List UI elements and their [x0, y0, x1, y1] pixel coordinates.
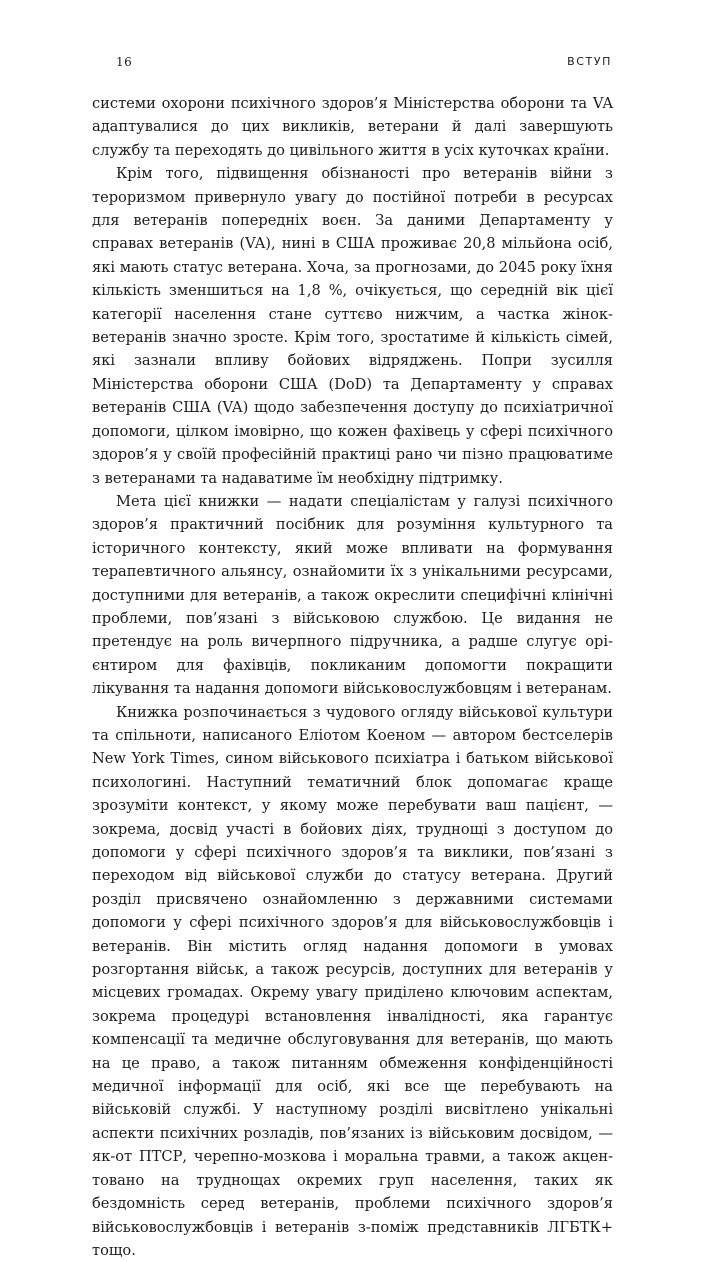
page-number: 16: [116, 55, 133, 69]
paragraph-book-overview: Книжка розпочинається з чудового огляду військової культури та спільноти, написаного Еліотом Коеном — автором бестселерів New York Times, сином військового психіатра і батьком військової психологині. Наступний тематичний блок допомагає краще зрозуміти контекст, у якому може перебувати ваш пацієнт, — зокрема, досвід участі в бойових діях, труднощі з доступом до допомоги у сфері психічного здоров’я та виклики, пов’язані з переходом від військової служби до статусу ветерана. Другий розділ присвячено ознайомленню з державними системами допомоги у сфері психічного здоров’я для військовослужбовців і ветеранів. Він містить огляд надання допомоги в умовах розгортання військ, а також ресурсів, доступних для ветеранів у місцевих громадах. Окрему увагу приділено ключовим аспектам, зокрема процедурі встановлення інвалідності, яка гарантує компенсації та медичне обслуговування для ветеранів, що мають на це право, а також питанням обмеження конфіденційності медичної інформації для осіб, які все ще перебувають на військовій службі. У наступному розділі висвітлено унікальні аспекти психічних розладів, пов’язаних із військовим досвідом, — як-от ПТСР, черепно-мозкова і моральна травми, а також акцентовано на труднощах окремих груп населення, таких як бездомність серед ветеранів, проблеми психічного здоров’я військовослужбовців і ветеранів з-поміж представників ЛГБТК+ тощо.: [92, 703, 613, 1259]
paragraph-veterans-resources: Крім того, підвищення обізнаності про ветеранів війни з тероризмом привернуло увагу до постійної потреби в ресурсах для ветеранів попередніх воєн. За даними Департаменту у справах ветеранів (VA), нині в США проживає 20,8 мільйона осіб, які мають статус ветерана. Хоча, за прогнозами, до 2045 року їхня кількість зменшиться на 1,8 %, очікується, що середній вік цієї категорії населення стане суттєво нижчим, а частка жінок-ветеранів значно зросте. Крім того, зростатиме й кількість сімей, які зазнали впливу бойових відряджень. Попри зусилля Міністерства оборони США (DoD) та Департаменту у справах ветеранів США (VA) щодо забезпечення доступу до психіатричної допомоги, цілком імовірно, що кожен фахівець у сфері психічного здоров’я у своїй професійній практиці рано чи пізно працюватиме з ветеранами та надаватиме їм необхідну підтримку.: [92, 165, 613, 487]
running-header: [92, 55, 612, 71]
paragraph-continuation: системи охорони психічного здоров’я Міністерства оборони та VA адаптувалися до цих викликів, ветерани й далі завершують службу та переходять до цивільного життя в усіх куточках країни.: [92, 95, 613, 159]
section-title: ВСТУП: [567, 55, 612, 68]
paragraph-book-purpose: Мета цієї книжки — надати спеціалістам у галузі психічного здоров’я практичний посібник для розуміння культурного та історичного контексту, який може впливати на формування терапевтичного альянсу, ознайомити їх з унікальними ресурсами, доступними для ветеранів, а також окреслити специфічні клінічні проблеми, пов’язані з військовою службою. Це видання не претендує на роль вичерпного підручника, а радше слугує орієнтиром для фахівців, покликаним допомогти покращити лікування та надання допомоги військовослужбовцям і ветеранам.: [92, 492, 613, 698]
body-text: [92, 92, 613, 1262]
